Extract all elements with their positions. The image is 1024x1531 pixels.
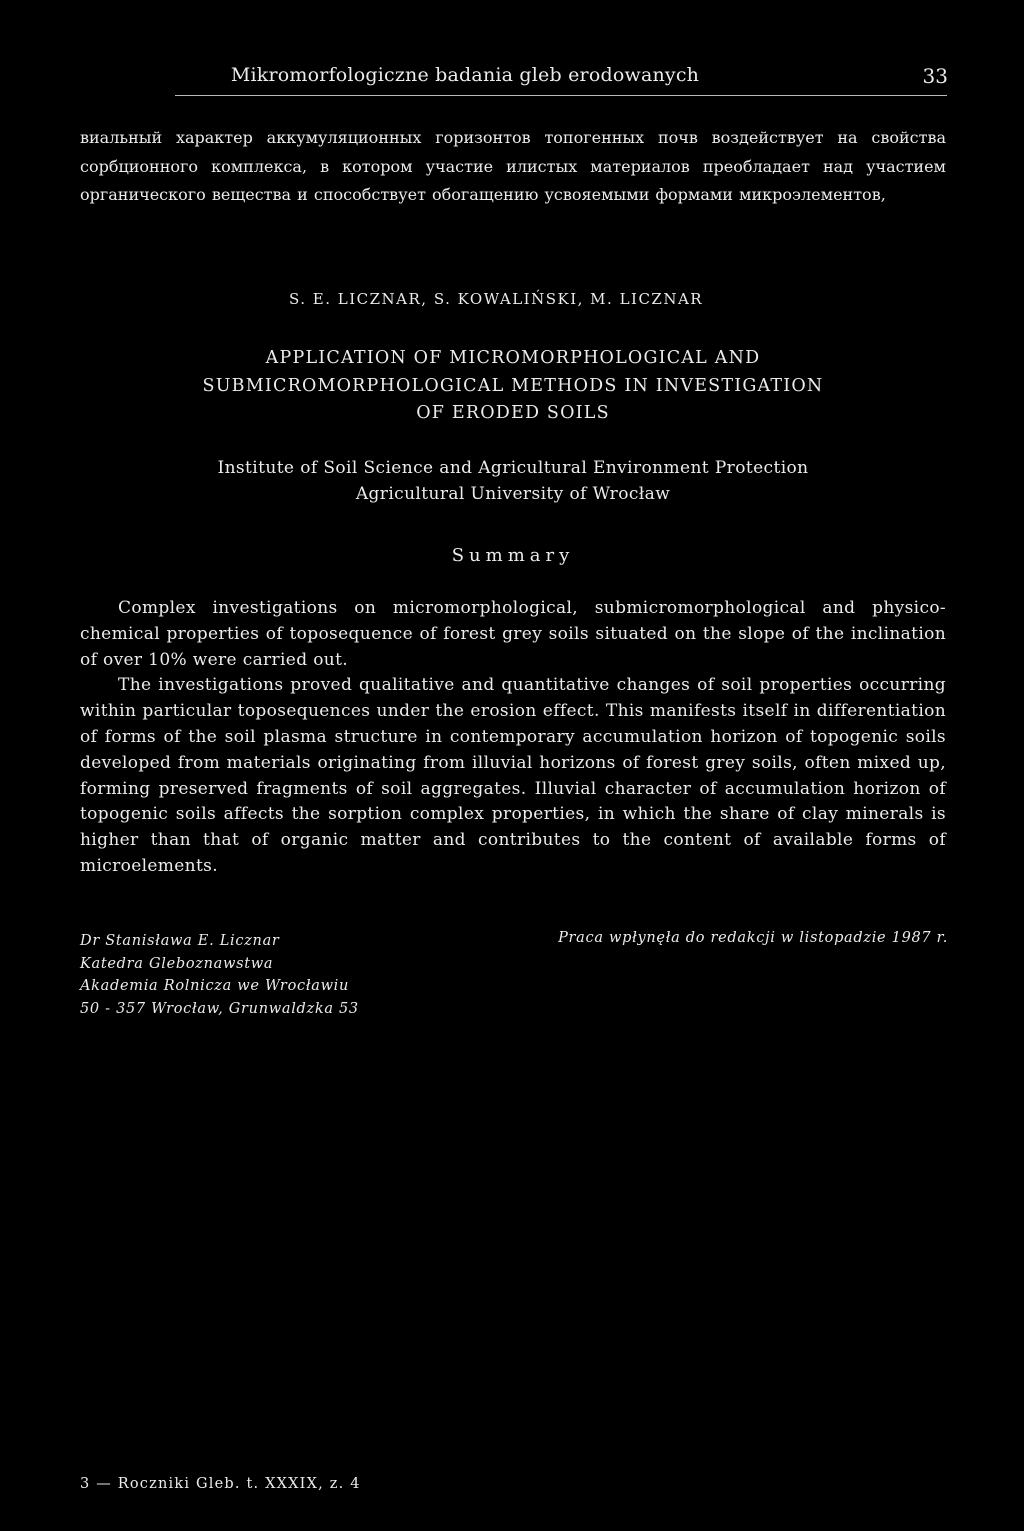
- institute: [80, 455, 946, 507]
- institute-line: Agricultural University of Wrocław: [355, 484, 671, 504]
- authors: S. E. LICZNAR, S. KOWALIŃSKI, M. LICZNAR: [289, 290, 704, 308]
- running-header-title: Mikromorfologiczne badania gleb erodowanych: [230, 64, 700, 86]
- russian-summary-tail: виальный характер аккумуляционных горизонтов топогенных почв воздействует на свойства сорбционного комплекса, в котором участие илистых материалов преобладает над участием органического вещества и способствует обогащению усвояемыми формами микроэлементов,: [80, 128, 946, 204]
- received-note: Praca wpłynęła do redakcji w listopadzie 1987 r.: [558, 930, 948, 946]
- summary-paragraph: Complex investigations on micromorphological, submicromorphological and physico-chemical properties of toposequence of forest grey soils situated on the slope of the inclination of over 10% were carried out.: [80, 598, 946, 670]
- article-title: [80, 345, 946, 428]
- title-line: SUBMICROMORPHOLOGICAL METHODS IN INVESTIGATION: [202, 375, 824, 396]
- affiliation-line: Akademia Rolnicza we Wrocławiu: [80, 978, 350, 994]
- summary-heading: Summary: [451, 545, 575, 566]
- header-rule: [175, 95, 947, 96]
- page-number: 33: [922, 64, 948, 88]
- title-line: OF ERODED SOILS: [416, 403, 610, 423]
- journal-footer: 3 — Roczniki Gleb. t. XXXIX, z. 4: [80, 1476, 361, 1492]
- institute-line: Institute of Soil Science and Agricultural Environment Protection: [217, 458, 809, 478]
- affiliation-line: Dr Stanisława E. Licznar: [80, 933, 280, 949]
- title-line: APPLICATION OF MICROMORPHOLOGICAL AND: [265, 348, 761, 368]
- affiliation-line: Katedra Gleboznawstwa: [80, 955, 274, 972]
- summary-body: [80, 596, 946, 880]
- author-affiliation: [80, 930, 480, 1020]
- summary-paragraph: The investigations proved qualitative and quantitative changes of soil properties occurring within particular toposequences under the erosion effect. This manifests itself in differentiation of forms of the soil plasma structure in contemporary accumulation horizon of topogenic soils developed from materials originating from illuvial horizons of forest grey soils, often mixed up, forming preserved fragments of soil aggregates. Illuvial character of accumulation horizon of topogenic soils affects the sorption complex properties, in which the share of clay minerals is higher than that of organic matter and contributes to the content of available forms of microelements.: [80, 675, 946, 876]
- affiliation-line: 50 - 357 Wrocław, Grunwaldzka 53: [80, 1000, 359, 1017]
